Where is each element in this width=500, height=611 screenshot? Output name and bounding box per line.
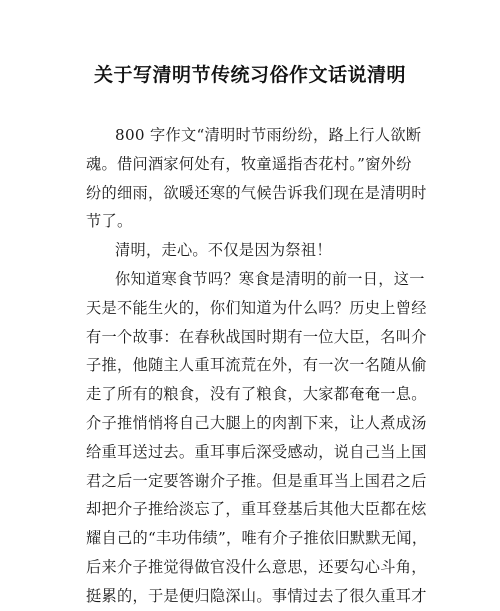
paragraph-line: 给重耳送过去。重耳事后深受感动，说自己当上国 bbox=[86, 442, 427, 461]
paragraph-line: 子推，他随主人重耳流荒在外，有一次一名随从偷 bbox=[86, 356, 427, 375]
paragraph-line: 耀自己的“丰功伟绩”，唯有介子推依旧默默无闻， bbox=[86, 529, 428, 548]
document-body bbox=[86, 121, 426, 611]
paragraph-line: 天是不能生火的，你们知道为什么吗？历史上曾经 bbox=[86, 298, 427, 317]
paragraph-line: 后来介子推觉得做官没什么意思，还要勾心斗角， bbox=[86, 557, 427, 576]
paragraph-line: 清明，走心。不仅是因为祭祖！ bbox=[115, 241, 332, 260]
paragraph-line: 君之后一定要答谢介子推。但是重耳当上国君之后 bbox=[86, 471, 427, 490]
paragraph-line: 有一个故事：在春秋战国时期有一位大臣，名叫介 bbox=[86, 327, 427, 346]
paragraph-line: 节了。 bbox=[86, 212, 133, 231]
paragraph-line: 介子推悄悄将自己大腿上的肉割下来，让人煮成汤 bbox=[86, 413, 427, 432]
paragraph-line: 你知道寒食节吗？寒食是清明的前一日，这一 bbox=[115, 269, 425, 288]
paragraph-line: 却把介子推给淡忘了，重耳登基后其他大臣都在炫 bbox=[86, 500, 427, 519]
document-title: 关于写清明节传统习俗作文话说清明 bbox=[93, 64, 406, 86]
paragraph-line: 走了所有的粮食，没有了粮食，大家都奄奄一息。 bbox=[86, 385, 427, 404]
paragraph-line: 纷的细雨，欲暖还寒的气候告诉我们现在是清明时 bbox=[86, 183, 427, 202]
paragraph-line: 魂。借问酒家何处有，牧童遥指杏花村。”窗外纷 bbox=[86, 154, 412, 173]
paragraph-line: 800 字作文“清明时节雨纷纷，路上行人欲断 bbox=[115, 126, 422, 144]
paragraph-line: 挺累的，于是便归隐深山。事情过去了很久重耳才 bbox=[86, 586, 427, 605]
